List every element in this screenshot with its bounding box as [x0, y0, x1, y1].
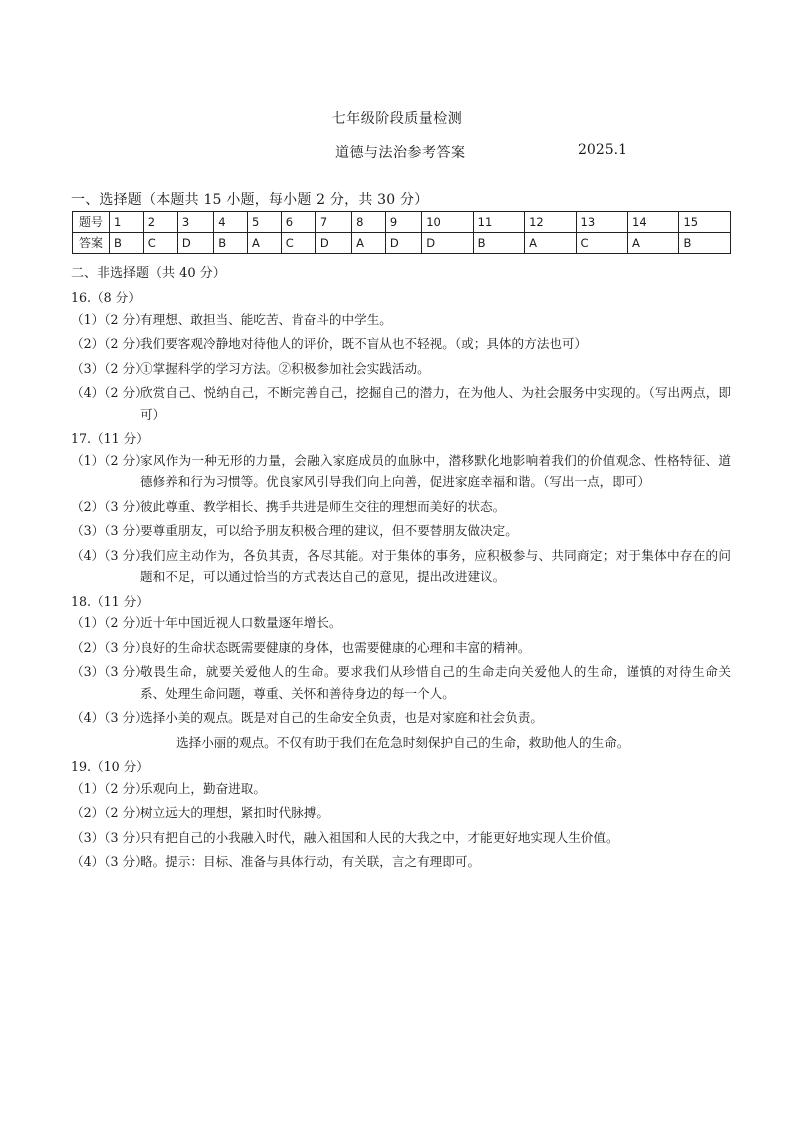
- sub-answer-label: （4）（3 分）: [71, 547, 148, 563]
- sub-answer: [71, 496, 731, 518]
- answer-cell: D: [177, 233, 213, 254]
- question-number-cell: 4: [214, 212, 248, 233]
- question-number-cell: 14: [628, 212, 679, 233]
- question-heading: 18.（11 分）: [71, 593, 149, 609]
- question-number-cell: 6: [281, 212, 315, 233]
- sub-answer-label: （3）（2 分）: [71, 360, 148, 376]
- sub-answer-label: （4）（3 分）: [71, 854, 148, 869]
- answer-cell: B: [679, 233, 731, 254]
- sub-answer: [71, 827, 731, 849]
- sub-answer-text: 我们应主动作为，各负其责，各尽其能。对于集体的事务，应积极参与、共同商定；对于集体中存在的问题和不足，可以通过恰当的方式表达自己的意见，提出改进建议。: [140, 547, 731, 584]
- question-number-cell: 11: [473, 212, 524, 233]
- sub-answer-text: 彼此尊重、教学相长、携手共进是师生交往的理想而美好的状态。: [140, 498, 506, 514]
- sub-answer-label: （1）（2 分）: [71, 780, 148, 796]
- question-number-cell: 7: [315, 212, 351, 233]
- answer-cell: D: [422, 233, 473, 254]
- section1-title: 一、选择题（本题共 15 小题，每小题 2 分，共 30 分）: [71, 192, 429, 208]
- sub-answer-label: （3）（3 分）: [71, 829, 148, 845]
- sub-answer: [71, 358, 731, 380]
- question-number-cell: 5: [247, 212, 281, 233]
- question-heading: 17.（11 分）: [71, 431, 149, 446]
- answer-cell: A: [247, 233, 281, 254]
- multiple-choice-answer-table: [72, 211, 731, 254]
- answer-cell: B: [473, 233, 524, 254]
- sub-answer-label: （3）（3 分）: [71, 523, 148, 538]
- section2-content: [71, 287, 731, 876]
- sub-answer-label: （2）（3 分）: [71, 639, 148, 655]
- answer-cell: B: [214, 233, 248, 254]
- section2-title: 二、非选择题（共 40 分）: [71, 266, 226, 281]
- answer-cell: D: [385, 233, 421, 254]
- sub-answer-label: （1）（2 分）: [71, 311, 148, 327]
- row-label-answers: 答案: [73, 233, 110, 254]
- sub-answer: [71, 545, 731, 588]
- sub-answer-text: 树立远大的理想，紧扣时代脉搏。: [140, 805, 329, 820]
- answer-cell: C: [281, 233, 315, 254]
- page-date: 2025.1: [578, 142, 627, 158]
- question-number-cell: 1: [110, 212, 144, 233]
- question-number-cell: 13: [576, 212, 627, 233]
- sub-answer-text: 有理想、敢担当、能吃苦、肯奋斗的中学生。: [140, 311, 392, 327]
- sub-answer-label: （4）（3 分）: [71, 710, 148, 725]
- question-number-cell: 8: [352, 212, 386, 233]
- sub-answer-text: 良好的生命状态既需要健康的身体，也需要健康的心理和丰富的精神。: [140, 639, 531, 655]
- sub-answer-text: 近十年中国近视人口数量逐年增长。: [140, 615, 342, 630]
- sub-answer-text: 选择小美的观点。既是对自己的生命安全负责，也是对家庭和社会负责。: [140, 710, 543, 725]
- sub-answer-label: （1）（2 分）: [71, 452, 148, 468]
- answer-cell: C: [576, 233, 627, 254]
- sub-answer-text: 敬畏生命，就要关爱他人的生命。要求我们从珍惜自己的生命走向关爱他人的生命，谨慎的对待生命关系、处理生命问题，尊重、关怀和善待身边的每一个人。: [140, 664, 731, 701]
- page-subtitle: 道德与法治参考答案: [335, 145, 466, 161]
- question-number-cell: 9: [385, 212, 421, 233]
- sub-answer-text: 我们要客观冷静地对待他人的评价，既不盲从也不轻视。（或；具体的方法也可）: [140, 336, 588, 351]
- sub-answer-text: 略。提示：目标、准备与具体行动，有关联，言之有理即可。: [140, 854, 481, 869]
- sub-answer-label: （2）（2 分）: [71, 336, 148, 351]
- question-number-cell: 12: [525, 212, 576, 233]
- sub-answer-text: 乐观向上，勤奋进取。: [140, 780, 266, 796]
- sub-answer-label: （2）（2 分）: [71, 805, 148, 820]
- sub-answer-text: 欣赏自己、悦纳自己，不断完善自己，挖掘自己的潜力，在为他人、为社会服务中实现的。（写出两点，即可）: [140, 385, 731, 422]
- answer-cell: C: [143, 233, 177, 254]
- sub-answer: [71, 707, 731, 729]
- question-heading: 16.（8 分）: [71, 290, 141, 305]
- question-number-cell: 3: [177, 212, 213, 233]
- row-label-numbers: 题号: [73, 212, 110, 233]
- answer-cell: D: [315, 233, 351, 254]
- sub-answer-text: 只有把自己的小我融入时代，融入祖国和人民的大我之中，才能更好地实现人生价值。: [140, 829, 619, 845]
- sub-answer-text: ①掌握科学的学习方法。②积极参加社会实践活动。: [140, 360, 430, 376]
- sub-answer-text: 要尊重朋友，可以给予朋友积极合理的建议，但不要替朋友做决定。: [140, 523, 518, 538]
- sub-answer-label: （2）（3 分）: [71, 498, 148, 514]
- table-row-numbers: [73, 212, 731, 233]
- sub-answer-label: （1）（2 分）: [71, 615, 148, 630]
- sub-answer-label: （4）（2 分）: [71, 385, 148, 400]
- sub-answer: [71, 309, 731, 331]
- question-heading: 19.（10 分）: [71, 759, 149, 774]
- sub-answer: [71, 778, 731, 800]
- answer-cell: A: [352, 233, 386, 254]
- sub-answer: [71, 661, 731, 704]
- sub-answer-text: 家风作为一种无形的力量，会融入家庭成员的血脉中，潜移默化地影响着我们的价值观念、性格特征、道德修养和行为习惯等。优良家风引导我们向上向善，促进家庭幸福和谐。（写出一点，即可）: [140, 452, 731, 489]
- answer-cell: A: [628, 233, 679, 254]
- sub-answer: [71, 851, 731, 873]
- question-number-cell: 10: [422, 212, 473, 233]
- table-row-answers: [73, 233, 731, 254]
- sub-answer-label: （3）（3 分）: [71, 664, 148, 679]
- answer-cell: B: [110, 233, 144, 254]
- question-number-cell: 15: [679, 212, 731, 233]
- answer-cell: A: [525, 233, 576, 254]
- sub-answer: [71, 333, 731, 355]
- sub-answer: [71, 450, 731, 493]
- sub-answer: [71, 637, 731, 659]
- sub-answer: [71, 612, 731, 634]
- page-title: 七年级阶段质量检测: [331, 111, 463, 127]
- sub-answer: [71, 802, 731, 824]
- question-number-cell: 2: [143, 212, 177, 233]
- sub-answer: [71, 520, 731, 542]
- sub-answer-alternative: 选择小丽的观点。不仅有助于我们在危急时刻保护自己的生命，救助他人的生命。: [176, 734, 630, 750]
- sub-answer: [71, 382, 731, 425]
